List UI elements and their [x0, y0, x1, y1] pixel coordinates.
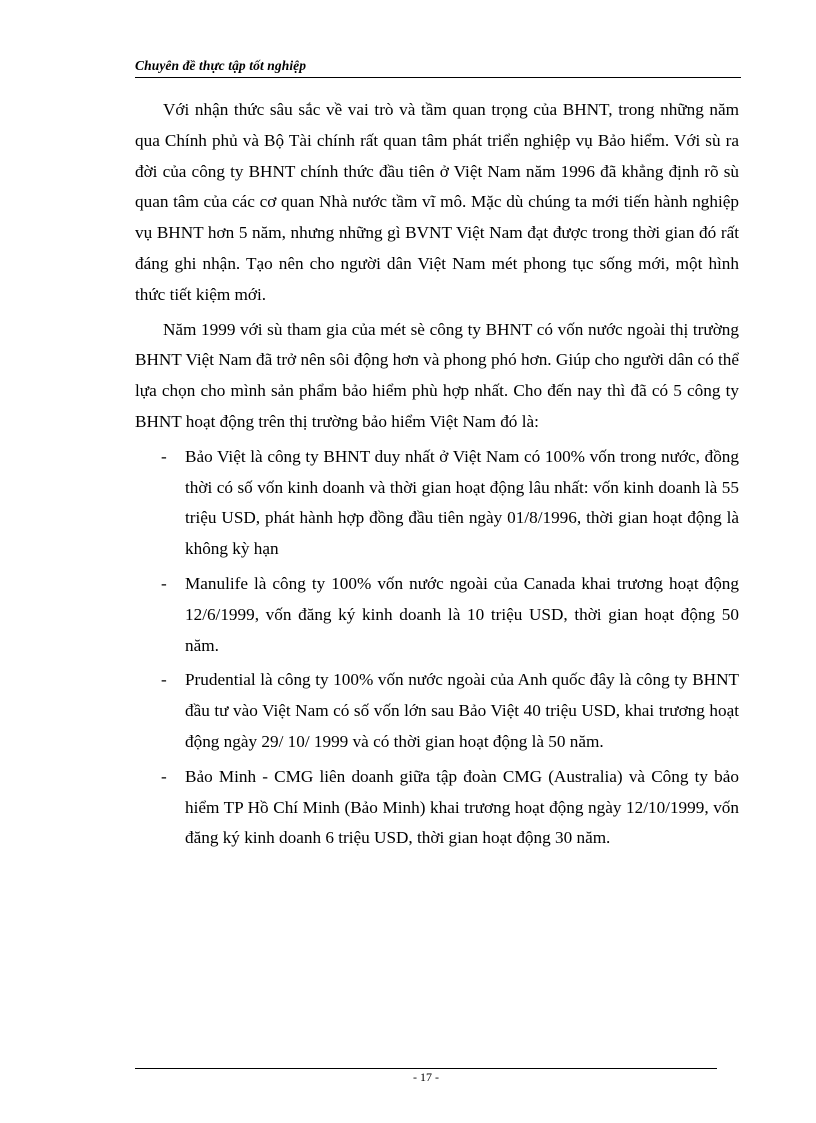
paragraph: Với nhận thức sâu sắc về vai trò và tầm quan trọng của BHNT, trong những năm qua Chính phủ và Bộ Tài chính rất quan tâm phát triển nghiệp vụ Bảo hiểm. Với sù ra đời của công ty BHNT chính thức đầu tiên ở Việt Nam năm 1996 đã khẳng định rõ sù quan tâm của các cơ quan Nhà nước tầm vĩ mô. Mặc dù chúng ta mới tiến hành nghiệp vụ BHNT hơn 5 năm, nhưng những gì BVNT Việt Nam đạt được trong thời gian đó rất đáng ghi nhận. Tạo nên cho người dân Việt Nam mét phong tục sống mới, một hình thức tiết kiệm mới. — [135, 100, 739, 304]
company-list — [135, 442, 739, 854]
list-item-text: Bảo Việt là công ty BHNT duy nhất ở Việt Nam có 100% vốn trong nước, đồng thời có số vốn kinh doanh và thời gian hoạt động lâu nhất: vốn kinh doanh là 55 triệu USD, phát hành hợp đồng đầu tiên ngày 01/8/1996, thời gian hoạt động là không kỳ hạn — [185, 446, 739, 559]
list-item — [135, 665, 739, 757]
list-item-text: Manulife là công ty 100% vốn nước ngoài của Canada khai trương hoạt động 12/6/1999, vốn đăng ký kinh doanh là 10 triệu USD, thời gian hoạt động 50 năm. — [185, 573, 739, 655]
bullet-dash: - — [161, 670, 167, 690]
bullet-dash: - — [161, 573, 167, 593]
bullet-dash: - — [161, 446, 167, 466]
page-header — [135, 56, 741, 78]
document-body — [135, 95, 739, 858]
list-item-text: Prudential là công ty 100% vốn nước ngoài của Anh quốc đây là công ty BHNT đầu tư vào Việt Nam có số vốn lớn sau Bảo Việt 40 triệu USD, khai trương hoạt động ngày 29/ 10/ 1999 và có thời gian hoạt động là 50 năm. — [185, 670, 739, 751]
paragraph: Năm 1999 với sù tham gia của mét sè công ty BHNT có vốn nước ngoài thị trường BHNT Việt Nam đã trở nên sôi động hơn và phong phó hơn. Giúp cho người dân có thể lựa chọn cho mình sản phẩm bảo hiểm phù hợp nhất. Cho đến nay thì đã có 5 công ty BHNT hoạt động trên thị trường bảo hiểm Việt Nam đó là: — [135, 319, 739, 431]
header-title: Chuyên đề thực tập tốt nghiệp — [135, 58, 307, 73]
list-item — [135, 569, 739, 661]
footer-divider — [135, 1068, 717, 1069]
list-item — [135, 442, 739, 565]
list-item-text: Bảo Minh - CMG liên doanh giữa tập đoàn CMG (Australia) và Công ty bảo hiểm TP Hồ Chí Minh (Bảo Minh) khai trương hoạt động ngày 12/10/1999, vốn đăng ký kinh doanh 6 triệu USD, thời gian hoạt động 30 năm. — [185, 766, 739, 848]
page-number: - 17 - — [413, 1070, 439, 1084]
list-item — [135, 762, 739, 854]
bullet-dash: - — [161, 766, 167, 786]
